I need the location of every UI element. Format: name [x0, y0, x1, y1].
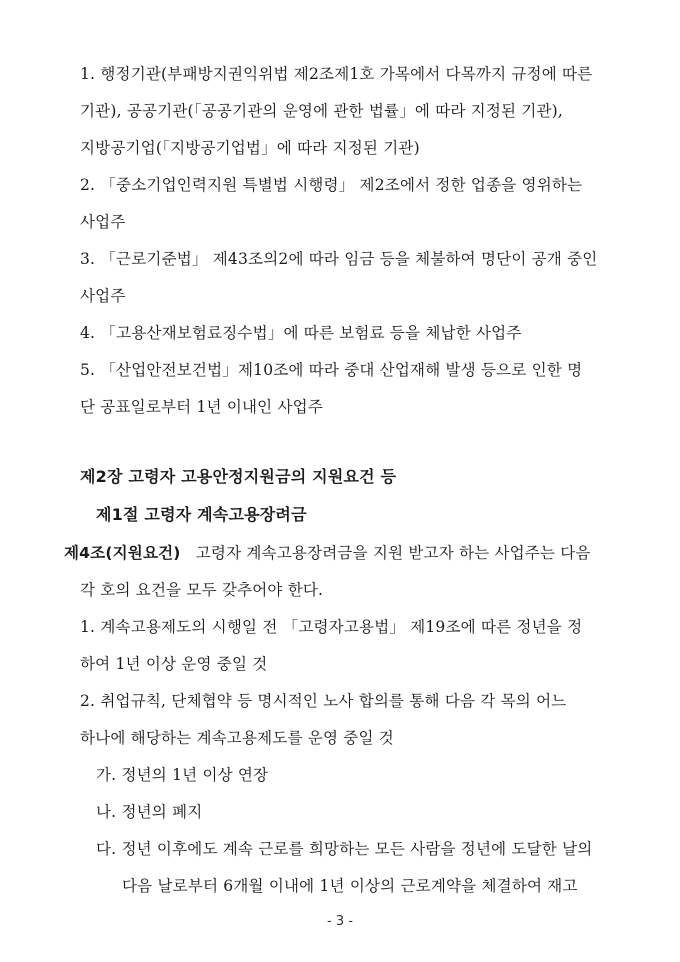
subitem-text: 정년 이후에도 계속 근로를 희망하는 모든 사람을 정년에 도달한 날의 [121, 840, 593, 858]
article-body-text: 각 호의 요건을 모두 갖추어야 한다. [80, 581, 324, 599]
subitem-mark: 가. [96, 766, 117, 784]
list-item-number: 1. [80, 65, 96, 83]
list-item-text: 「근로기준법」 제43조의2에 따라 임금 등을 체불하여 명단이 공개 중인 [100, 250, 598, 268]
list-item-1-line-2 [80, 101, 563, 121]
list-item-text: 지방공기업(「지방공기업법」에 따라 지정된 기관) [80, 139, 420, 157]
article-item-2-line-1 [80, 691, 566, 711]
list-item-3-line-1 [80, 249, 597, 269]
article-title: 제4조(지원요건) [64, 544, 181, 562]
list-item-text: 사업주 [80, 213, 126, 231]
subitem-text: 정년의 폐지 [121, 803, 203, 821]
list-item-number: 1. [80, 618, 96, 636]
section-heading: 제1절 고령자 계속고용장려금 [96, 505, 307, 524]
list-item-text: 사업주 [80, 287, 126, 305]
subitem-text: 정년의 1년 이상 연장 [121, 766, 269, 784]
subitem-da-line-1 [96, 839, 592, 859]
list-item-number: 2. [80, 692, 96, 710]
page-number: - 3 - [327, 914, 353, 929]
list-item-4-line-1 [80, 323, 522, 343]
list-item-text: 하나에 해당하는 계속고용제도를 운영 중일 것 [80, 729, 394, 747]
list-item-1-line-1 [80, 64, 592, 84]
subitem-da-line-2 [122, 876, 578, 896]
subitem-text: 다음 날로부터 6개월 이내에 1년 이상의 근로계약을 체결하여 재고 [122, 877, 578, 895]
list-item-text: 행정기관(부패방지권익위법 제2조제1호 가목에서 다목까지 규정에 따른 [100, 65, 593, 83]
list-item-2-line-1 [80, 175, 582, 195]
list-item-5-line-1 [80, 360, 582, 380]
list-item-text: 기관), 공공기관(「공공기관의 운영에 관한 법률」에 따라 지정된 기관), [80, 102, 564, 120]
article-item-2-line-2 [80, 728, 394, 748]
article-4-line-1 [64, 543, 591, 563]
list-item-text: 취업규칙, 단체협약 등 명시적인 노사 합의를 통해 다음 각 목의 어느 [100, 692, 567, 710]
list-item-text: 「고용산재보험료징수법」에 따른 보험료 등을 체납한 사업주 [100, 324, 522, 342]
list-item-2-line-2 [80, 212, 126, 232]
article-body-text: 고령자 계속고용장려금을 지원 받고자 하는 사업주는 다음 [195, 544, 591, 562]
list-item-1-line-3 [80, 138, 420, 158]
list-item-text: 단 공표일로부터 1년 이내인 사업주 [80, 398, 323, 416]
list-item-number: 2. [80, 176, 96, 194]
subitem-mark: 다. [96, 840, 117, 858]
list-item-3-line-2 [80, 286, 126, 306]
article-4-line-2 [80, 580, 323, 600]
list-item-text: 「중소기업인력지원 특별법 시행령」 제2조에서 정한 업종을 영위하는 [100, 176, 583, 194]
chapter-heading: 제2장 고령자 고용안정지원금의 지원요건 등 [80, 467, 397, 486]
list-item-text: 「산업안전보건법」제10조에 따라 중대 산업재해 발생 등으로 인한 명 [100, 361, 583, 379]
list-item-5-line-2 [80, 397, 323, 417]
article-item-1-line-2 [80, 654, 267, 674]
list-item-number: 4. [80, 324, 96, 342]
list-item-text: 하여 1년 이상 운영 중일 것 [80, 655, 268, 673]
list-item-number: 5. [80, 361, 96, 379]
list-item-text: 계속고용제도의 시행일 전 「고령자고용법」 제19조에 따른 정년을 정 [100, 618, 583, 636]
subitem-mark: 나. [96, 803, 117, 821]
list-item-number: 3. [80, 250, 96, 268]
subitem-na [96, 802, 202, 822]
article-item-1-line-1 [80, 617, 582, 637]
subitem-ga [96, 765, 268, 785]
